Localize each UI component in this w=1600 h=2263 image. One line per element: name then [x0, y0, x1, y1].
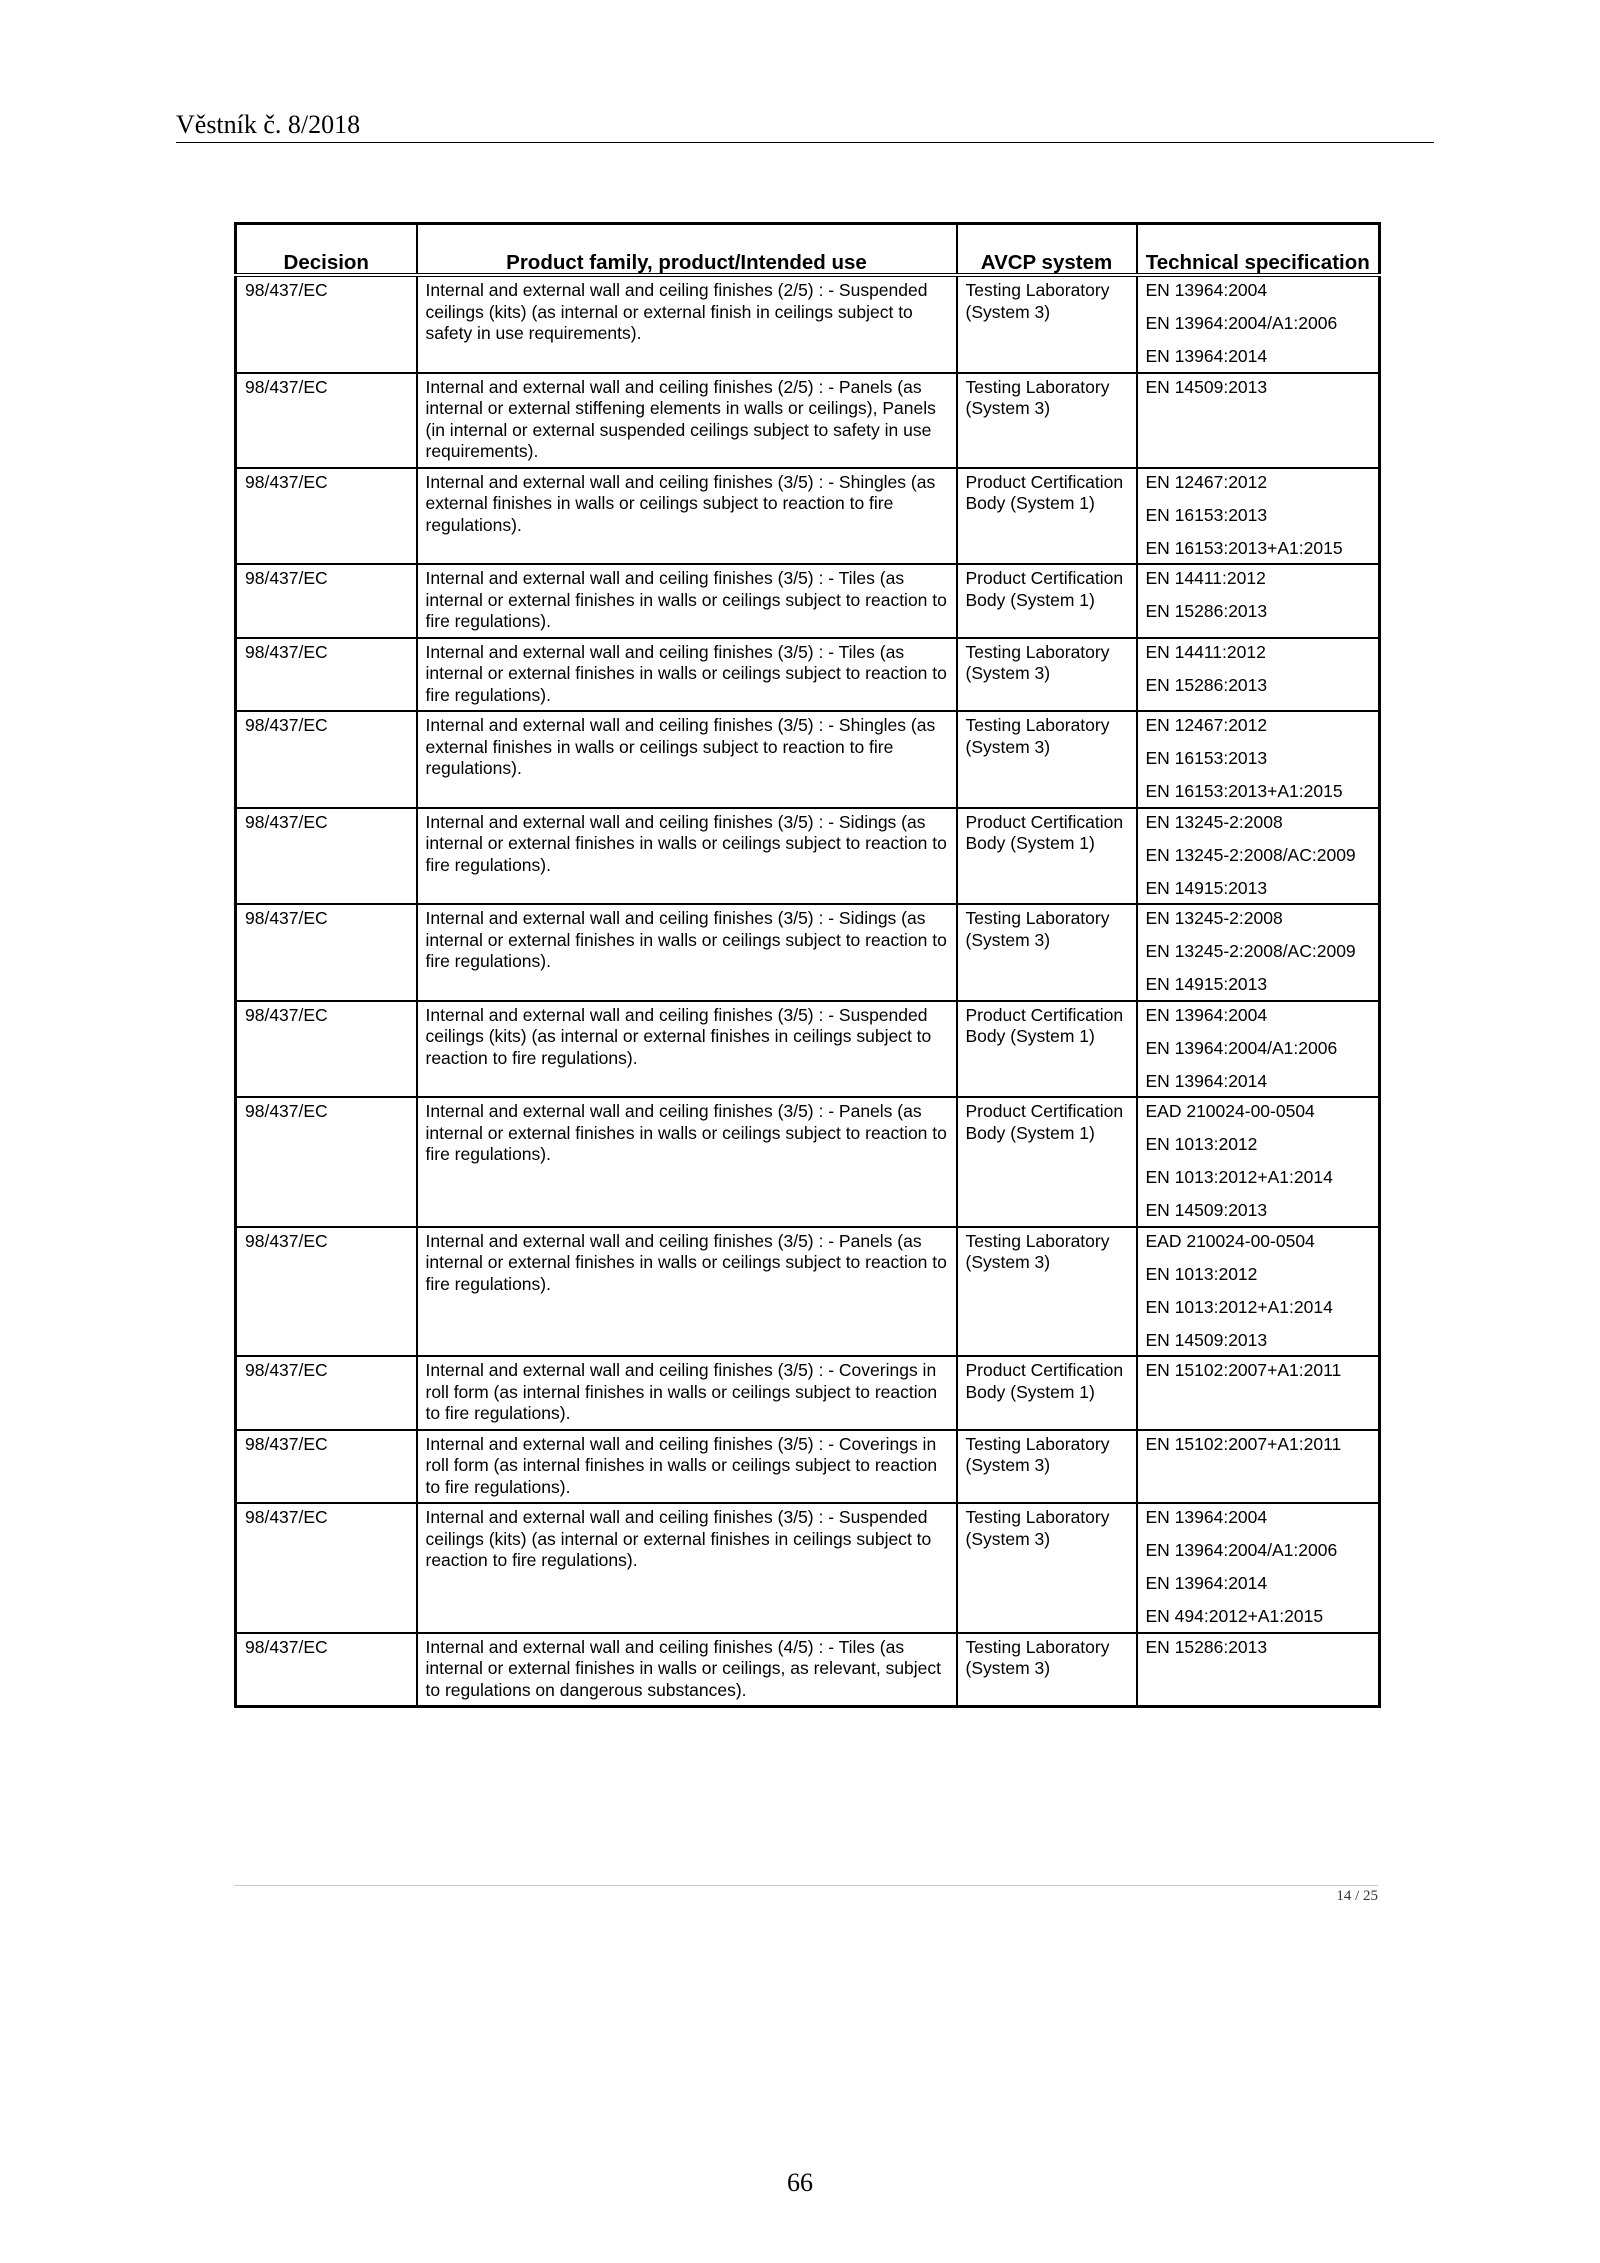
decision-cell: 98/437/EC: [236, 638, 417, 712]
specification-item: EN 1013:2012+A1:2014: [1145, 1296, 1333, 1317]
table-body: [236, 275, 1380, 1707]
product-cell: Internal and external wall and ceiling finishes (3/5) : - Coverings in roll form (as internal finishes in walls or ceilings subject to reaction to fire regulations).: [417, 1430, 957, 1504]
column-header-avcp: AVCP system: [957, 224, 1137, 276]
specification-item: EN 13245-2:2008: [1145, 908, 1283, 928]
table-row: [236, 1430, 1380, 1504]
specification-cell: [1137, 1503, 1380, 1633]
product-cell: Internal and external wall and ceiling finishes (4/5) : - Tiles (as internal or external finishes in walls or ceilings, as relevant, subject to regulations on dangerous substances).: [417, 1633, 957, 1707]
specification-item: EN 14411:2012: [1145, 641, 1266, 662]
table-row: [236, 904, 1380, 1001]
product-cell: Internal and external wall and ceiling finishes (3/5) : - Panels (as internal or external finishes in walls or ceilings subject to reaction to fire regulations).: [417, 1097, 957, 1227]
decision-cell: 98/437/EC: [236, 1430, 417, 1504]
table-row: [236, 1097, 1380, 1227]
specification-item: EN 13964:2004/A1:2006: [1145, 1037, 1338, 1058]
decision-cell: 98/437/EC: [236, 1001, 417, 1098]
specification-item: EN 16153:2013+A1:2015: [1145, 537, 1343, 558]
specification-item: EN 12467:2012: [1145, 715, 1268, 735]
avcp-cell: Product Certification Body (System 1): [957, 468, 1137, 565]
table-row: [236, 275, 1380, 373]
specification-cell: [1137, 904, 1380, 1001]
product-cell: Internal and external wall and ceiling finishes (3/5) : - Panels (as internal or external finishes in walls or ceilings subject to reaction to fire regulations).: [417, 1227, 957, 1357]
specification-item: EN 13964:2004: [1145, 1004, 1268, 1025]
specification-item: EN 1013:2012: [1145, 1134, 1258, 1154]
avcp-cell: Testing Laboratory (System 3): [957, 1633, 1137, 1707]
specification-item: EN 13245-2:2008/AC:2009: [1145, 941, 1356, 961]
table-row: [236, 1356, 1380, 1430]
specification-item: EN 1013:2012: [1145, 1263, 1258, 1284]
bulletin-title: Věstník č. 8/2018: [176, 110, 361, 139]
decision-cell: 98/437/EC: [236, 1097, 417, 1227]
specification-item: EN 13964:2004: [1145, 280, 1268, 300]
specification-item: EN 14915:2013: [1145, 974, 1268, 994]
avcp-cell: Testing Laboratory (System 3): [957, 711, 1137, 808]
specification-item: EN 15102:2007+A1:2011: [1145, 1360, 1342, 1380]
decision-cell: 98/437/EC: [236, 275, 417, 373]
specification-table-container: [234, 222, 1378, 1708]
avcp-cell: Testing Laboratory (System 3): [957, 1430, 1137, 1504]
specification-item: EN 13964:2004/A1:2006: [1145, 1540, 1338, 1560]
specification-item: EN 15102:2007+A1:2011: [1145, 1433, 1342, 1454]
specification-cell: [1137, 1097, 1380, 1227]
specification-item: EN 13964:2014: [1145, 1070, 1268, 1091]
table-row: [236, 1227, 1380, 1357]
table-header-row: [236, 224, 1380, 276]
table-row: [236, 808, 1380, 905]
avcp-cell: Testing Laboratory (System 3): [957, 1227, 1137, 1357]
specification-item: EN 16153:2013: [1145, 748, 1268, 768]
specification-item: EN 16153:2013+A1:2015: [1145, 781, 1343, 801]
avcp-cell: Testing Laboratory (System 3): [957, 275, 1137, 373]
specification-cell: [1137, 275, 1380, 373]
avcp-cell: Testing Laboratory (System 3): [957, 904, 1137, 1001]
specification-cell: [1137, 564, 1380, 638]
decision-cell: 98/437/EC: [236, 1356, 417, 1430]
specification-item: EN 13964:2014: [1145, 346, 1268, 366]
specification-item: EN 12467:2012: [1145, 471, 1268, 492]
decision-cell: 98/437/EC: [236, 468, 417, 565]
specification-cell: [1137, 373, 1380, 468]
product-cell: Internal and external wall and ceiling finishes (3/5) : - Coverings in roll form (as internal finishes in walls or ceilings subject to reaction to fire regulations).: [417, 1356, 957, 1430]
specification-item: EN 494:2012+A1:2015: [1145, 1606, 1324, 1626]
specification-item: EN 13964:2014: [1145, 1573, 1268, 1593]
specification-cell: [1137, 1356, 1380, 1430]
avcp-cell: Testing Laboratory (System 3): [957, 1503, 1137, 1633]
avcp-cell: Product Certification Body (System 1): [957, 564, 1137, 638]
table-row: [236, 1633, 1380, 1707]
table-row: [236, 373, 1380, 468]
specification-table: [234, 222, 1381, 1708]
specification-item: EAD 210024-00-0504: [1145, 1230, 1315, 1251]
specification-item: EN 14915:2013: [1145, 877, 1268, 898]
avcp-cell: Product Certification Body (System 1): [957, 1097, 1137, 1227]
column-header-specification: Technical specification: [1137, 224, 1380, 276]
product-cell: Internal and external wall and ceiling finishes (3/5) : - Suspended ceilings (kits) (as internal or external finishes in ceilings subject to reaction to fire regulations).: [417, 1503, 957, 1633]
decision-cell: 98/437/EC: [236, 1633, 417, 1707]
specification-item: EN 16153:2013: [1145, 504, 1268, 525]
page-reference: 14 / 25: [234, 1885, 1378, 1905]
table-row: [236, 1503, 1380, 1633]
specification-item: EN 14411:2012: [1145, 568, 1266, 588]
decision-cell: 98/437/EC: [236, 1503, 417, 1633]
specification-cell: [1137, 1227, 1380, 1357]
page-number: 66: [787, 2168, 813, 2197]
specification-item: EN 14509:2013: [1145, 376, 1268, 397]
product-cell: Internal and external wall and ceiling finishes (3/5) : - Suspended ceilings (kits) (as internal or external finishes in ceilings subject to reaction to fire regulations).: [417, 1001, 957, 1098]
specification-item: EN 14509:2013: [1145, 1200, 1268, 1220]
table-row: [236, 468, 1380, 565]
specification-item: EN 15286:2013: [1145, 674, 1268, 695]
decision-cell: 98/437/EC: [236, 373, 417, 468]
avcp-cell: Product Certification Body (System 1): [957, 1001, 1137, 1098]
avcp-cell: Testing Laboratory (System 3): [957, 373, 1137, 468]
specification-cell: [1137, 808, 1380, 905]
product-cell: Internal and external wall and ceiling finishes (3/5) : - Shingles (as external finishes in walls or ceilings subject to reaction to fire regulations).: [417, 468, 957, 565]
decision-cell: 98/437/EC: [236, 904, 417, 1001]
specification-item: EN 15286:2013: [1145, 601, 1268, 621]
specification-item: EN 13964:2004/A1:2006: [1145, 313, 1338, 333]
specification-cell: [1137, 1001, 1380, 1098]
page-header: [176, 110, 1434, 143]
table-row: [236, 638, 1380, 712]
product-cell: Internal and external wall and ceiling finishes (3/5) : - Shingles (as external finishes in walls or ceilings subject to reaction to fire regulations).: [417, 711, 957, 808]
specification-cell: [1137, 711, 1380, 808]
specification-cell: [1137, 638, 1380, 712]
table-row: [236, 564, 1380, 638]
column-header-product: Product family, product/Intended use: [417, 224, 957, 276]
decision-cell: 98/437/EC: [236, 808, 417, 905]
specification-cell: [1137, 468, 1380, 565]
specification-item: EAD 210024-00-0504: [1145, 1101, 1315, 1121]
specification-item: EN 15286:2013: [1145, 1636, 1268, 1657]
specification-item: EN 1013:2012+A1:2014: [1145, 1167, 1333, 1187]
table-row: [236, 711, 1380, 808]
product-cell: Internal and external wall and ceiling finishes (2/5) : - Suspended ceilings (kits) (as internal or external finish in ceilings subject to safety in use requirements).: [417, 275, 957, 373]
specification-item: EN 13964:2004: [1145, 1507, 1268, 1527]
product-cell: Internal and external wall and ceiling finishes (3/5) : - Tiles (as internal or external finishes in walls or ceilings subject to reaction to fire regulations).: [417, 564, 957, 638]
product-cell: Internal and external wall and ceiling finishes (3/5) : - Sidings (as internal or external finishes in walls or ceilings subject to reaction to fire regulations).: [417, 808, 957, 905]
specification-item: EN 14509:2013: [1145, 1329, 1268, 1350]
decision-cell: 98/437/EC: [236, 564, 417, 638]
decision-cell: 98/437/EC: [236, 1227, 417, 1357]
table-row: [236, 1001, 1380, 1098]
product-cell: Internal and external wall and ceiling finishes (3/5) : - Tiles (as internal or external finishes in walls or ceilings subject to reaction to fire regulations).: [417, 638, 957, 712]
specification-cell: [1137, 1430, 1380, 1504]
product-cell: Internal and external wall and ceiling finishes (3/5) : - Sidings (as internal or external finishes in walls or ceilings subject to reaction to fire regulations).: [417, 904, 957, 1001]
product-cell: Internal and external wall and ceiling finishes (2/5) : - Panels (as internal or external stiffening elements in walls or ceilings), Panels (in internal or external suspended ceilings subject to safety in use requirements).: [417, 373, 957, 468]
avcp-cell: Product Certification Body (System 1): [957, 1356, 1137, 1430]
column-header-decision: Decision: [236, 224, 417, 276]
specification-item: EN 13245-2:2008/AC:2009: [1145, 844, 1356, 865]
avcp-cell: Product Certification Body (System 1): [957, 808, 1137, 905]
decision-cell: 98/437/EC: [236, 711, 417, 808]
specification-cell: [1137, 1633, 1380, 1707]
avcp-cell: Testing Laboratory (System 3): [957, 638, 1137, 712]
specification-item: EN 13245-2:2008: [1145, 811, 1283, 832]
